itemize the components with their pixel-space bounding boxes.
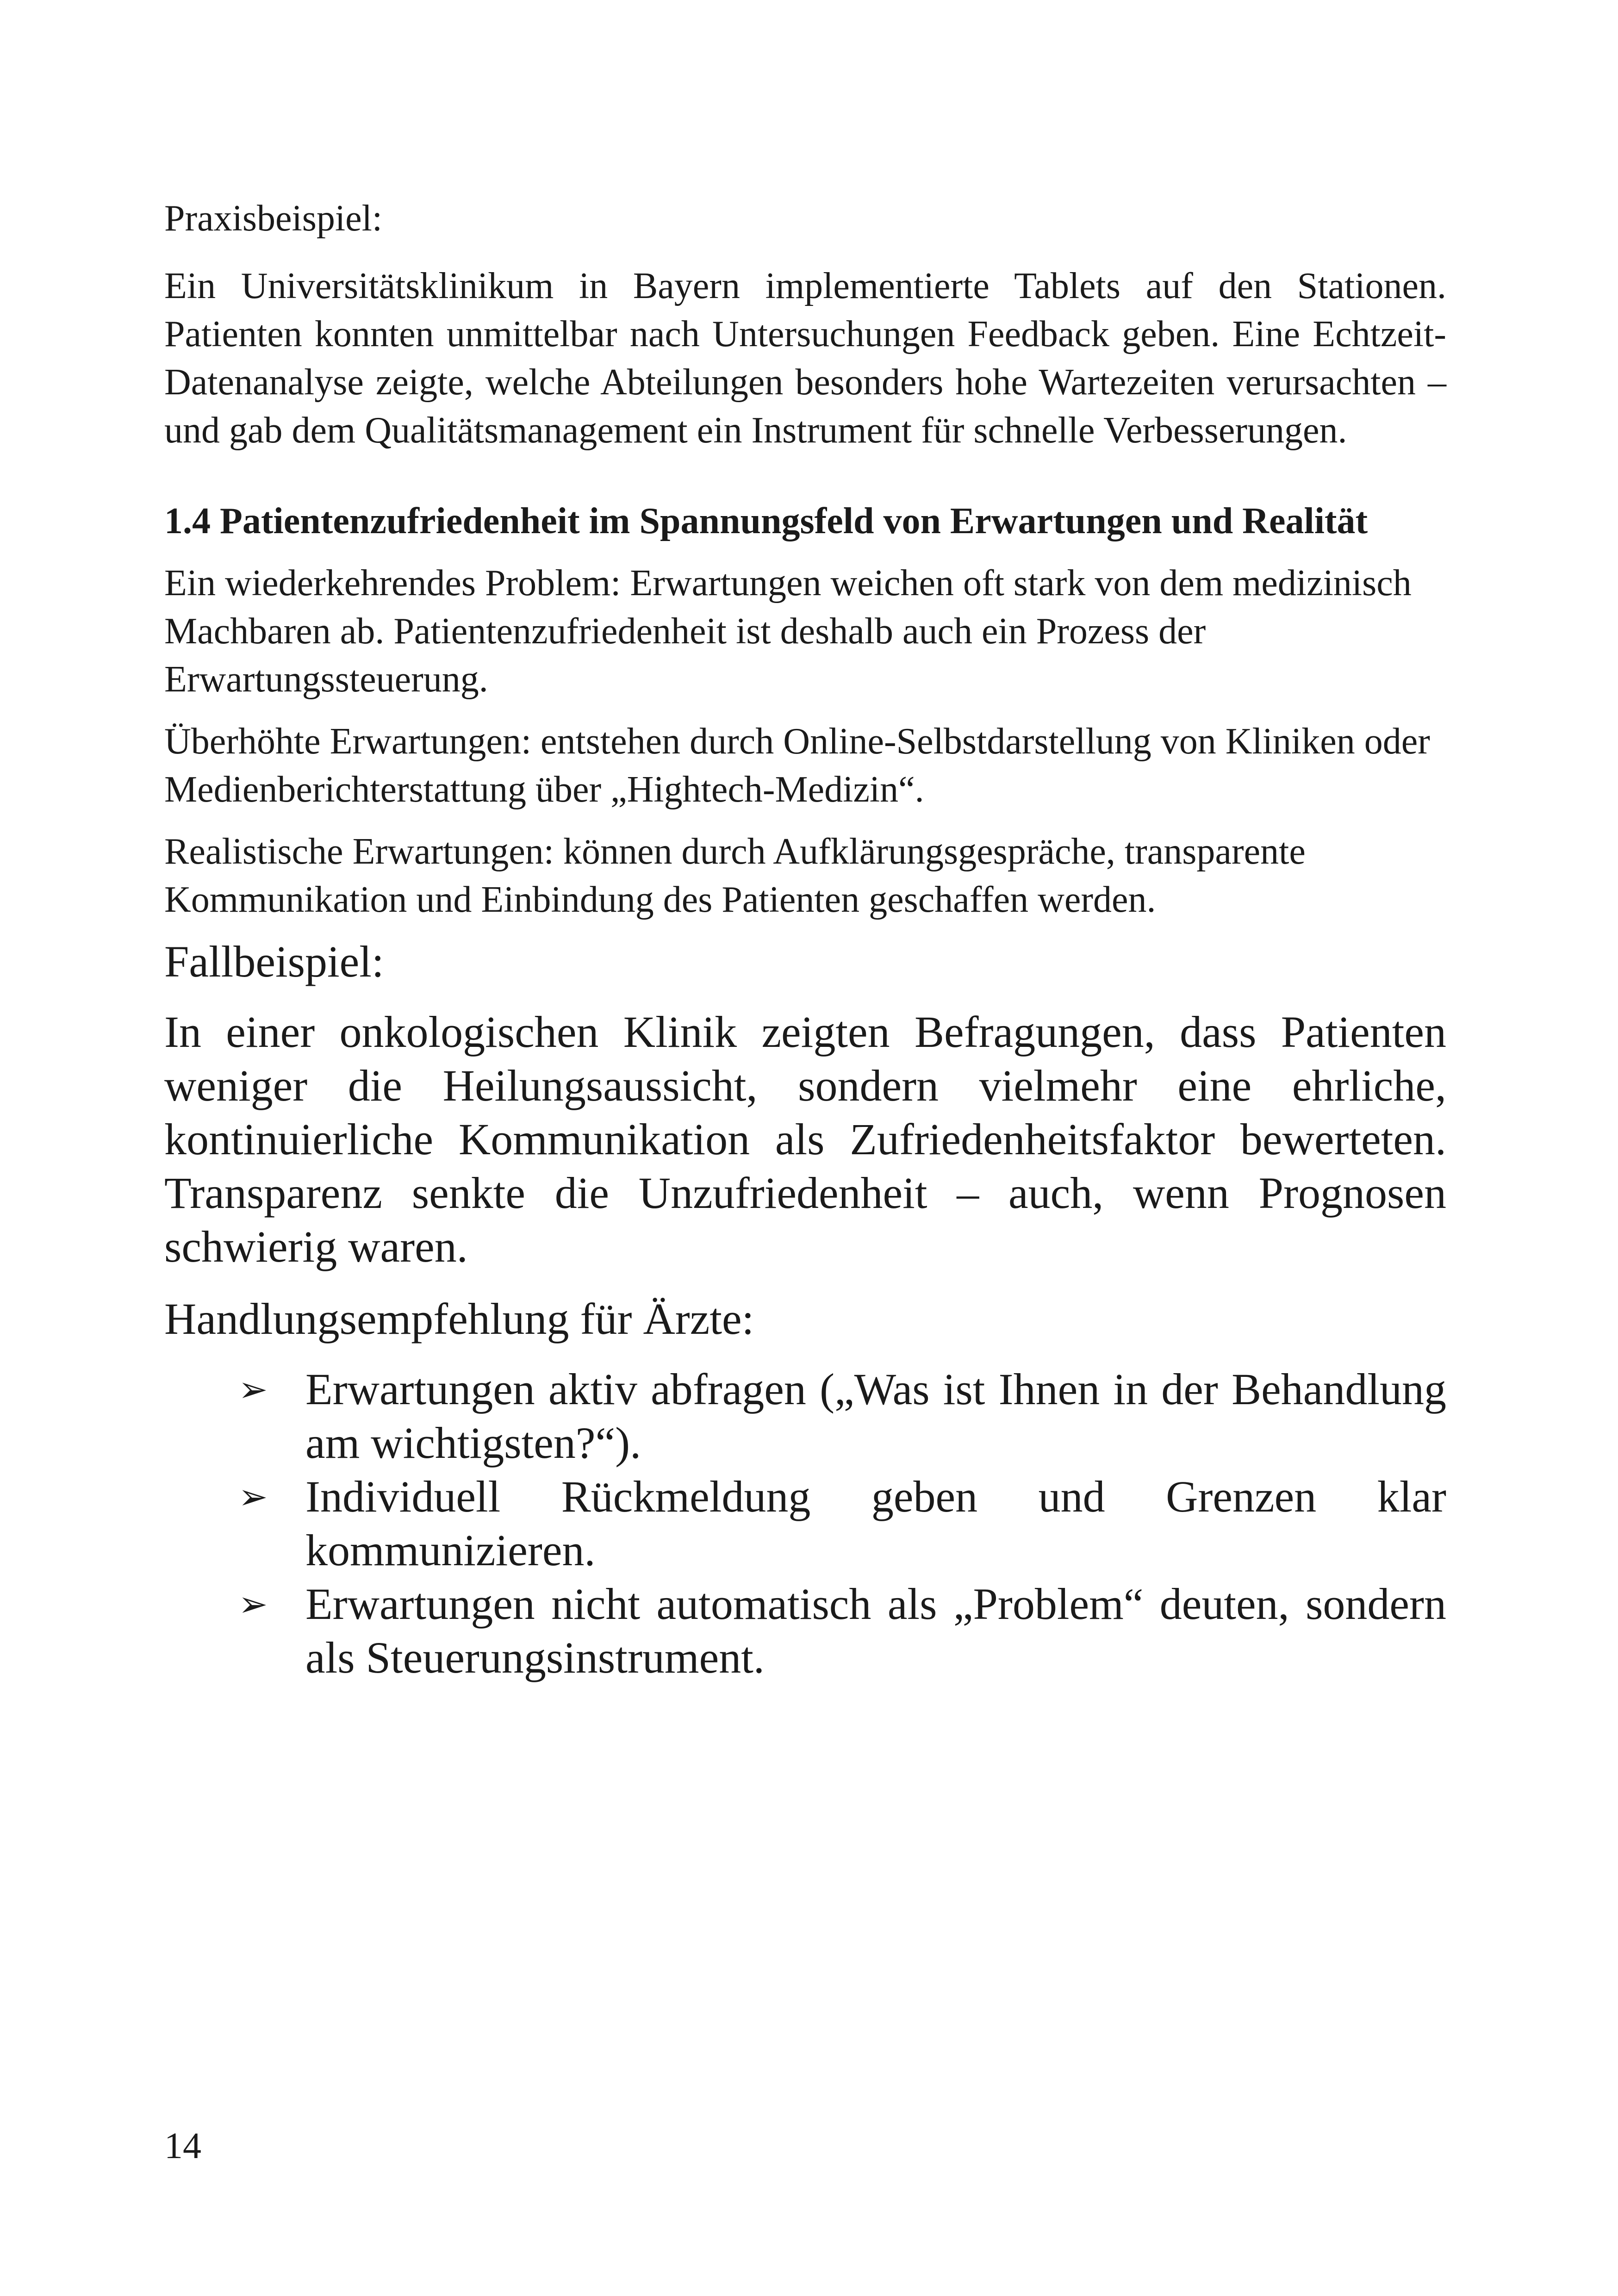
- list-item: [164, 1363, 1446, 1470]
- arrow-bullet-icon: ➢: [238, 1583, 268, 1624]
- section-paragraph: Realistische Erwartungen: können durch Aufklärungsgespräche, transparente Kommunikation und Einbindung des Patienten geschaffen werden.: [164, 831, 1306, 920]
- recommendation-list: [164, 1363, 1446, 1685]
- arrow-bullet-icon: ➢: [238, 1369, 268, 1410]
- list-item-text: Erwartungen aktiv abfragen („Was ist Ihnen in der Behandlung am wichtigsten?“).: [305, 1364, 1446, 1468]
- list-item: [164, 1577, 1446, 1685]
- page-number: 14: [164, 2126, 201, 2166]
- section-heading: 1.4 Patientenzufriedenheit im Spannungsfeld von Erwartungen und Realität: [164, 501, 1368, 541]
- list-item-text: Erwartungen nicht automatisch als „Problem“ deuten, sondern als Steuerungsinstrument.: [305, 1579, 1446, 1682]
- section-paragraph: Überhöhte Erwartungen: entstehen durch Online-Selbstdarstellung von Kliniken oder Medienberichterstattung über „Hightech-Medizin“.: [164, 721, 1430, 810]
- practice-example-label: Praxisbeispiel:: [164, 198, 383, 239]
- practice-example-text: Ein Universitätsklinikum in Bayern implementierte Tablets auf den Stationen. Patienten konnten unmittelbar nach Untersuchungen Feedback geben. Eine Echtzeit-Datenanalyse zeigte, welche Abteilungen besonders hohe Wartezeiten verursachten – und gab dem Qualitätsmanagement ein Instrument für schnelle Verbesserungen.: [164, 266, 1446, 451]
- list-item: [164, 1470, 1446, 1577]
- case-example-label: Fallbeispiel:: [164, 937, 384, 986]
- case-example-text: In einer onkologischen Klinik zeigten Befragungen, dass Patienten weniger die Heilungsaussicht, sondern vielmehr eine ehrliche, kontinuierliche Kommunikation als Zufriedenheitsfaktor bewerteten. Transparenz senkte die Unzufriedenheit – auch, wenn Prognosen schwierig waren.: [164, 1007, 1446, 1271]
- arrow-bullet-icon: ➢: [238, 1476, 268, 1517]
- section-paragraph: Ein wiederkehrendes Problem: Erwartungen weichen oft stark von dem medizinisch Machbaren ab. Patientenzufriedenheit ist deshalb auch ein Prozess der Erwartungssteuerung.: [164, 563, 1412, 700]
- recommendation-label: Handlungsempfehlung für Ärzte:: [164, 1294, 754, 1344]
- list-item-text: Individuell Rückmeldung geben und Grenzen klar kommunizieren.: [305, 1472, 1446, 1575]
- page-content: [164, 194, 1446, 1685]
